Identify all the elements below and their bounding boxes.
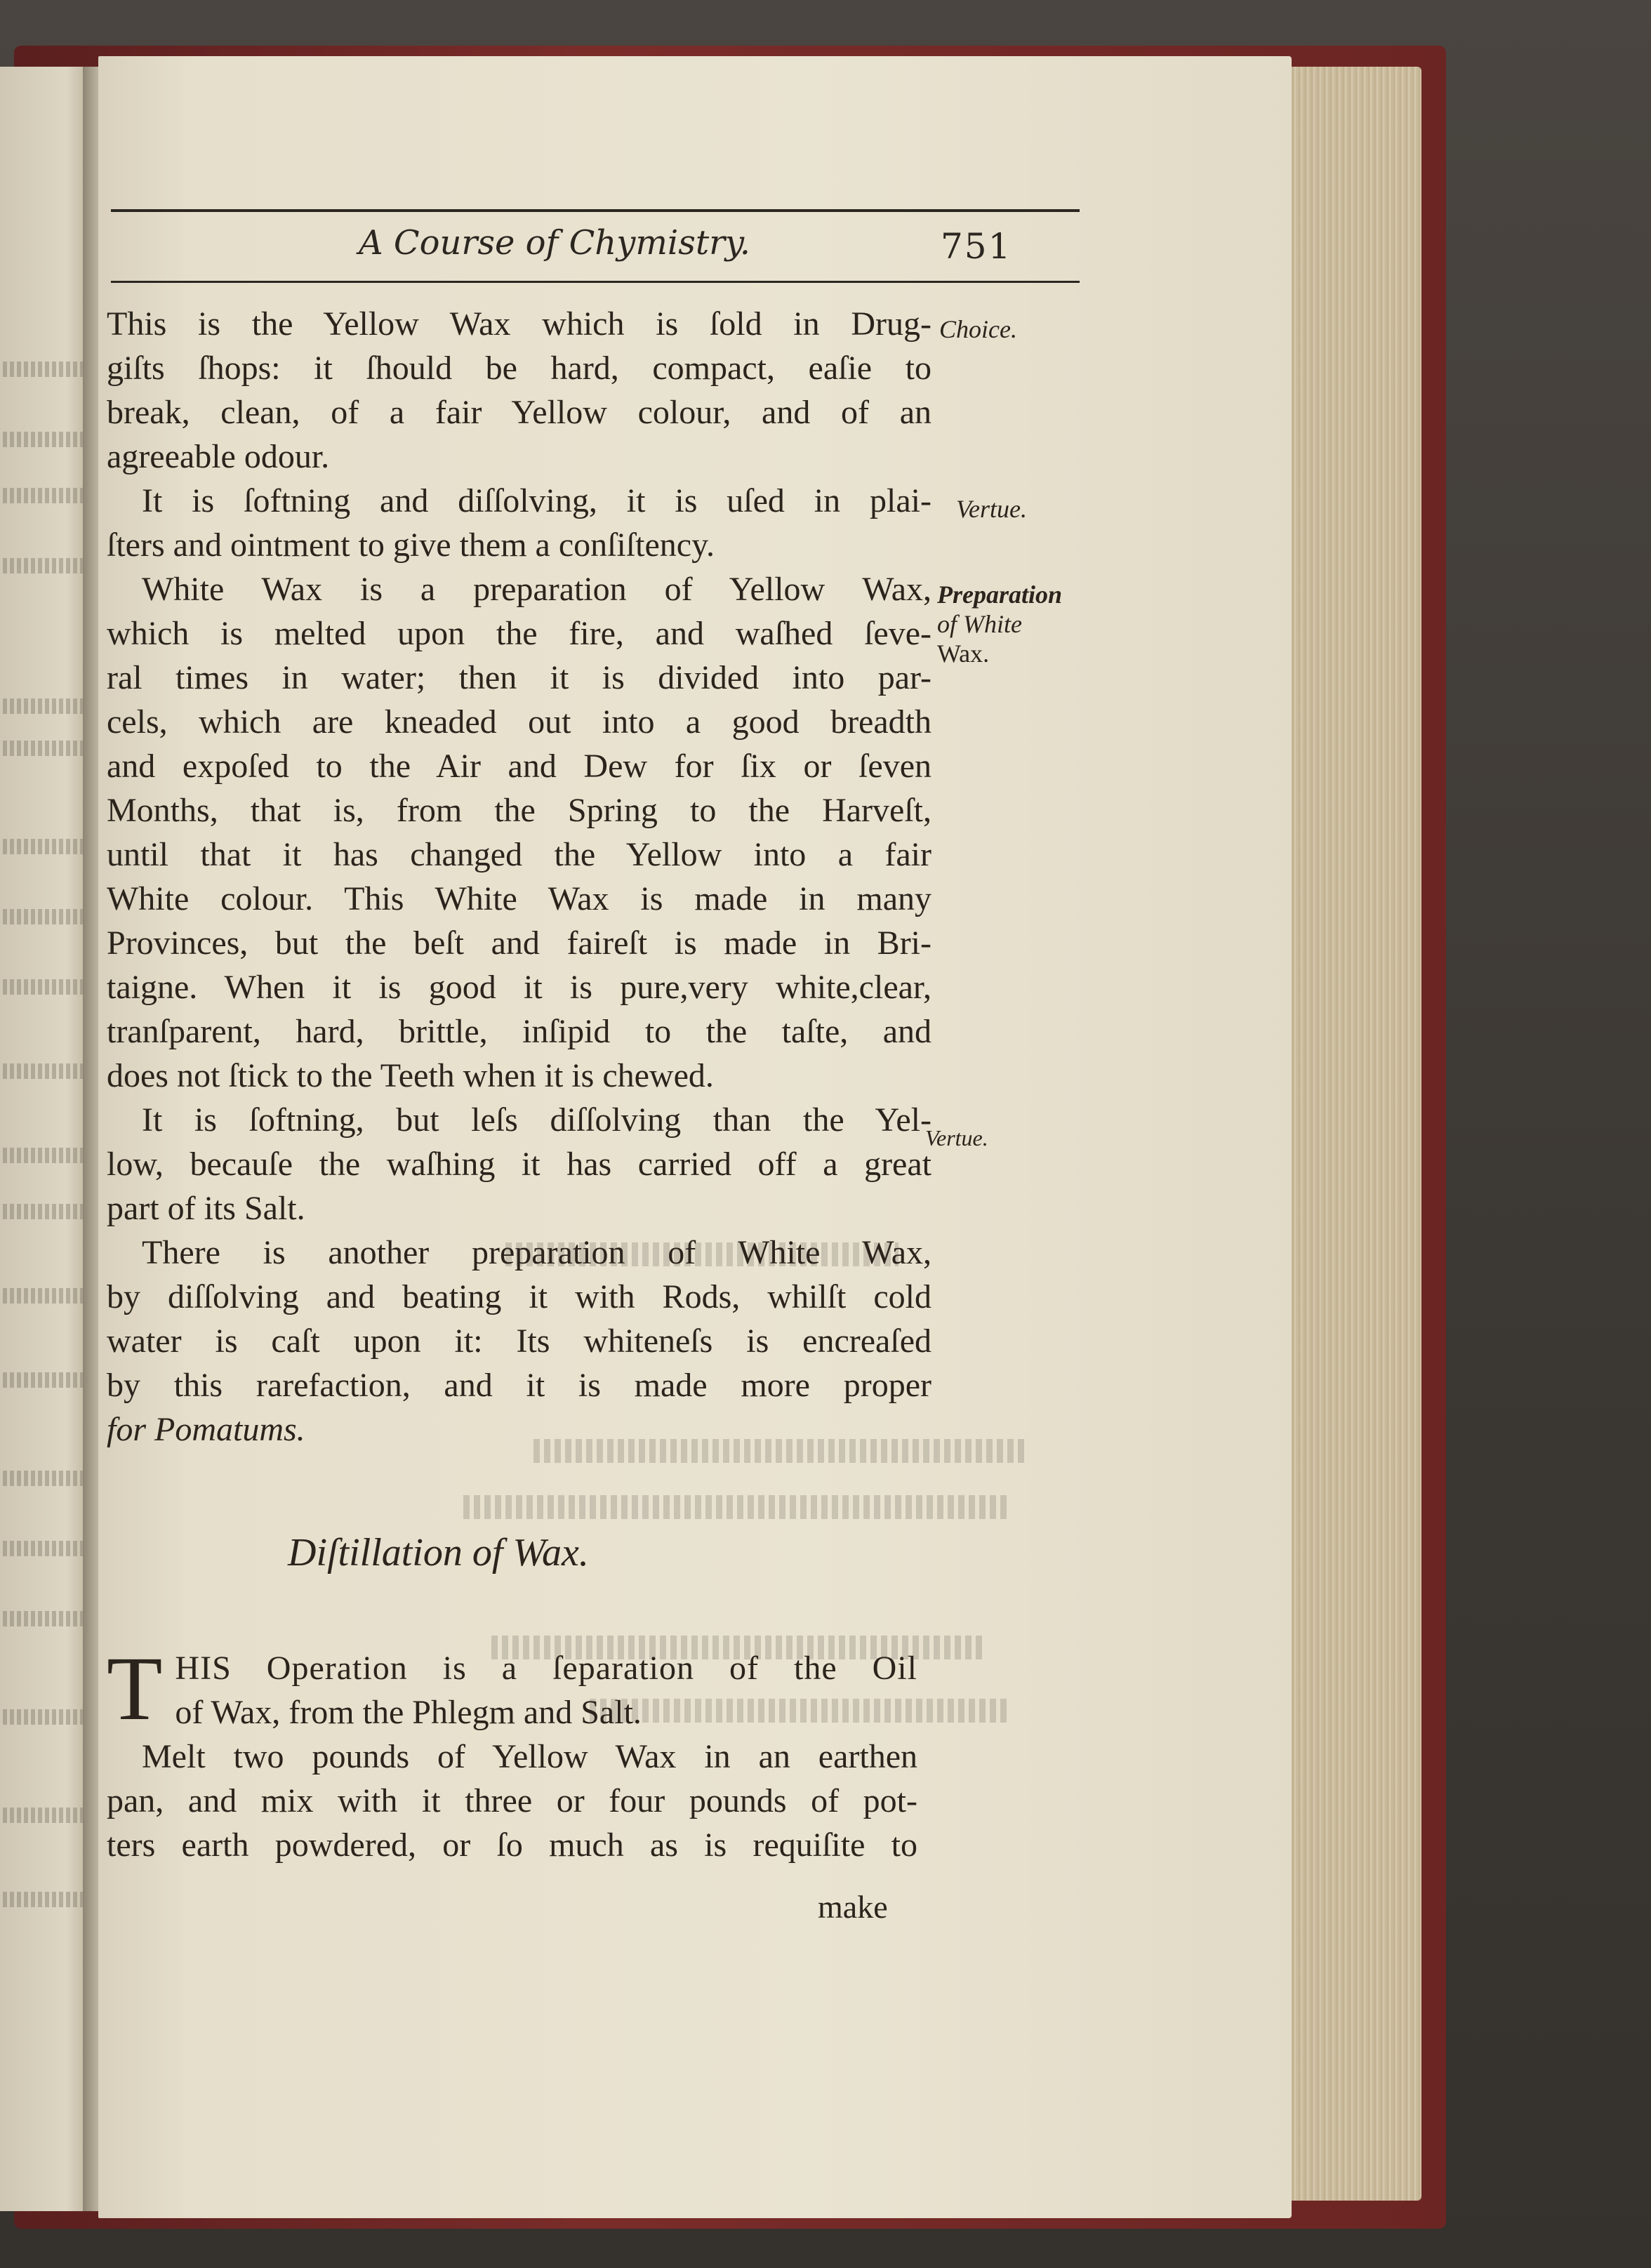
text-line: HIS Operation is a ſeparation of the Oil bbox=[175, 1650, 917, 1687]
text-line: by diſſolving and beating it with Rods, whilſt cold bbox=[107, 1278, 931, 1315]
running-head-title: A Course of Chymistry. bbox=[358, 223, 751, 263]
text-line: White Wax is a preparation of Yellow Wax, bbox=[142, 571, 931, 608]
text-line: by this rarefaction, and it is made more proper bbox=[107, 1367, 931, 1404]
paragraph-vertue-1 bbox=[107, 479, 931, 567]
margin-note-vertue: Vertue. bbox=[956, 495, 1027, 523]
section-heading: Diſtillation of Wax. bbox=[288, 1531, 589, 1574]
text-line: does not ſtick to the Teeth when it is chewed. bbox=[107, 1057, 714, 1094]
page-block-edge bbox=[1285, 67, 1421, 2201]
text-line: taigne. When it is good it is pure,very white,clear, bbox=[107, 969, 931, 1006]
text-line: for Pomatums. bbox=[107, 1411, 305, 1448]
margin-note-preparation bbox=[937, 580, 1062, 668]
catchword: make bbox=[818, 1889, 888, 1925]
text-line: which is melted upon the fire, and waſhed ſeve- bbox=[107, 615, 931, 652]
text-line: ſters and ointment to give them a conſiſtency. bbox=[107, 526, 715, 564]
margin-note-line: Wax. bbox=[937, 639, 990, 668]
page-number: 751 bbox=[941, 226, 1012, 267]
text-line: ters earth powdered, or ſo much as is requiſite to bbox=[107, 1826, 917, 1864]
paragraph-yellow-wax bbox=[107, 302, 931, 479]
text-line: until that it has changed the Yellow into a fair bbox=[107, 836, 931, 873]
text-line: part of its Salt. bbox=[107, 1190, 305, 1227]
text-line: water is caſt upon it: Its whiteneſs is encreaſed bbox=[107, 1322, 931, 1360]
text-line: There is another preparation of White Wax, bbox=[142, 1234, 931, 1271]
text-line: low, becauſe the waſhing it has carried off a great bbox=[107, 1146, 931, 1183]
text-line: White colour. This White Wax is made in many bbox=[107, 880, 931, 917]
text-line: of Wax, from the Phlegm and Salt. bbox=[175, 1694, 642, 1731]
text-line: This is the Yellow Wax which is ſold in Drug- bbox=[107, 305, 931, 343]
text-line: Melt two pounds of Yellow Wax in an earthen bbox=[142, 1738, 917, 1775]
header-rule-top bbox=[111, 209, 1080, 212]
margin-note-choice: Choice. bbox=[939, 315, 1017, 343]
body-text bbox=[107, 302, 931, 1452]
facing-page-sliver bbox=[0, 67, 95, 2211]
text-line: cels, which are kneaded out into a good breadth bbox=[107, 703, 931, 741]
text-line: Months, that is, from the Spring to the Harveſt, bbox=[107, 792, 931, 829]
text-line: pan, and mix with it three or four pounds of pot- bbox=[107, 1782, 917, 1819]
margin-note-line: of White bbox=[937, 610, 1022, 638]
header-rule-bottom bbox=[111, 281, 1080, 283]
text-line: break, clean, of a fair Yellow colour, and of an bbox=[107, 394, 931, 431]
drop-cap: T bbox=[107, 1638, 163, 1739]
text-line: Provinces, but the beſt and faireſt is made in Bri- bbox=[107, 924, 931, 962]
text-line: agreeable odour. bbox=[107, 438, 330, 475]
text-line: giſts ſhops: it ſhould be hard, compact, eaſie to bbox=[107, 350, 931, 387]
text-line: It is ſoftning, but leſs diſſolving than the Yel- bbox=[142, 1101, 931, 1139]
paragraph-white-wax bbox=[107, 567, 931, 1098]
section-text bbox=[107, 1638, 917, 1867]
margin-note-vertue-2: Vertue. bbox=[925, 1125, 988, 1150]
paragraph-another-preparation bbox=[107, 1231, 931, 1452]
text-line: ral times in water; then it is divided into par- bbox=[107, 659, 931, 696]
paragraph-vertue-2 bbox=[107, 1098, 931, 1231]
text-line: tranſparent, hard, brittle, inſipid to the taſte, and bbox=[107, 1013, 931, 1050]
margin-note-line: Preparation bbox=[937, 581, 1063, 609]
text-line: It is ſoftning and diſſolving, it is uſed in plai- bbox=[142, 482, 931, 519]
text-line: and expoſed to the Air and Dew for ſix or ſeven bbox=[107, 748, 931, 785]
